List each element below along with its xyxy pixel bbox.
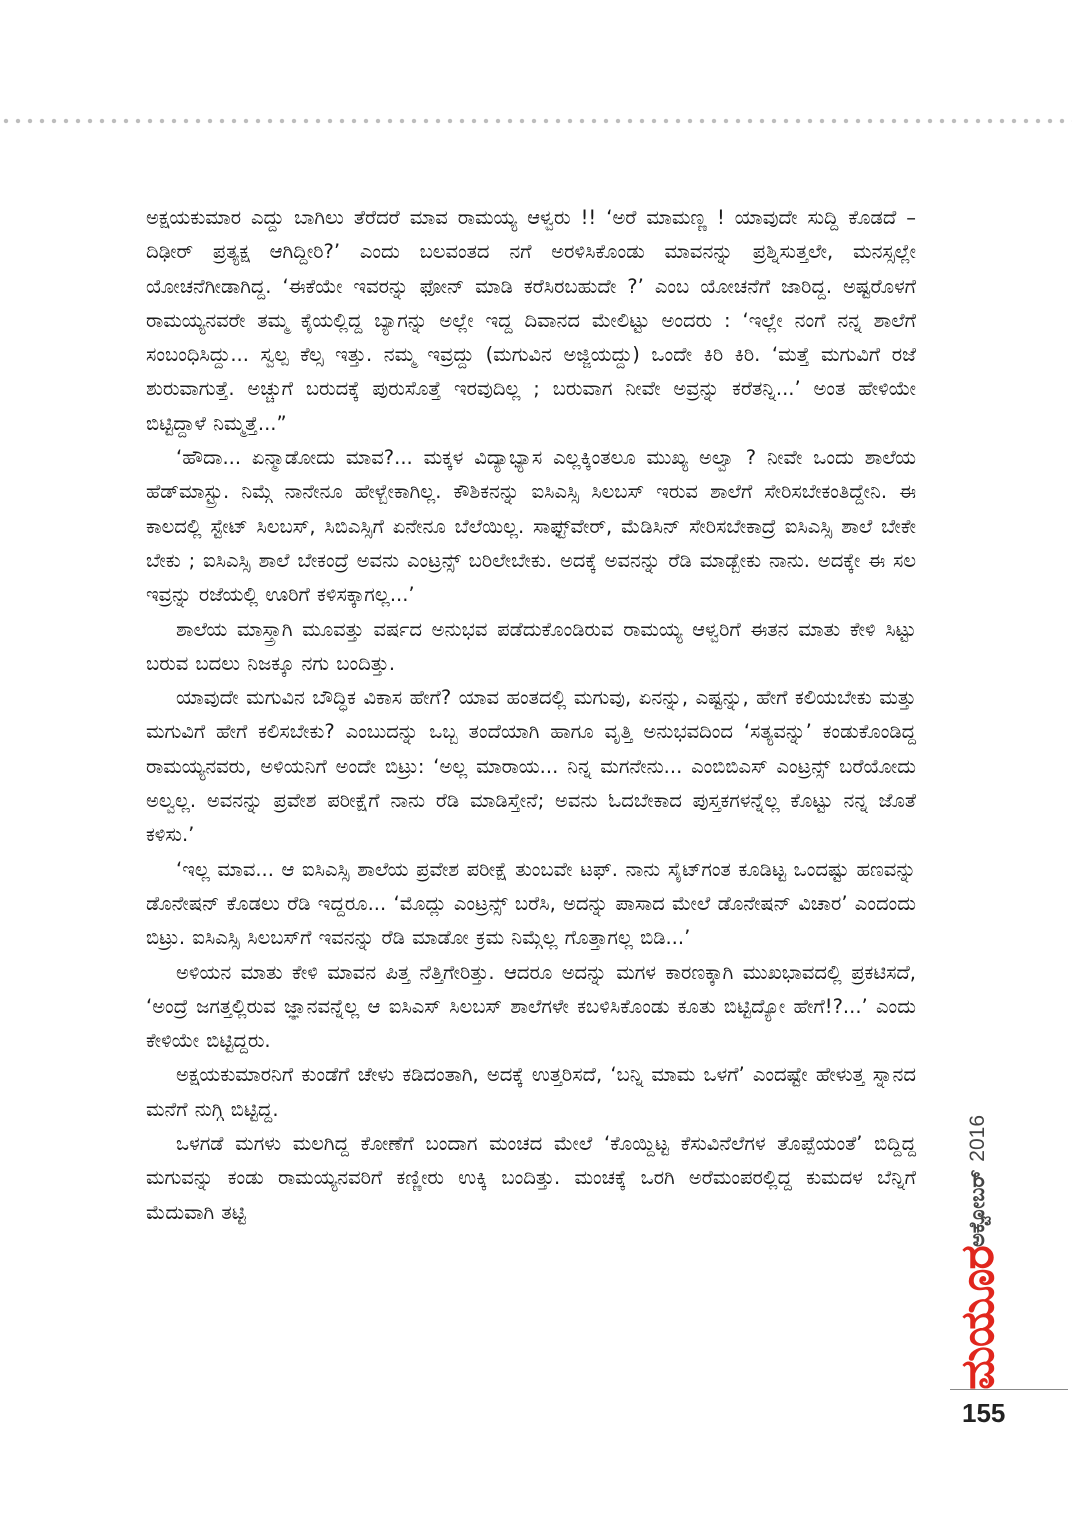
paragraph: ಒಳಗಡೆ ಮಗಳು ಮಲಗಿದ್ದ ಕೋಣೆಗೆ ಬಂದಾಗ ಮಂಚದ ಮೇಲೆ ‘ಕೊಯ್ದಿಟ್ಟ ಕೆಸುವಿನೆಲೆಗಳ ತೊಪ್ಪೆಯಂತೆ’ ಬಿದ್ದಿದ್ದ ಮಗುವನ್ನು ಕಂಡು ರಾಮಯ್ಯನವರಿಗೆ ಕಣ್ಣೀರು ಉಕ್ಕಿ ಬಂದಿತ್ತು. ಮಂಚಕ್ಕೆ ಒರಗಿ ಅರೆಮಂಪರಲ್ಲಿದ್ದ ಕುಮದಳ ಬೆನ್ನಿಗೆ ಮೆದುವಾಗಿ ತಟ್ಟಿ (146, 1132, 916, 1224)
paragraph: ಶಾಲೆಯ ಮಾಸ್ತ್ರಾಗಿ ಮೂವತ್ತು ವರ್ಷದ ಅನುಭವ ಪಡೆದುಕೊಂಡಿರುವ ರಾಮಯ್ಯ ಆಳ್ವರಿಗೆ ಈತನ ಮಾತು ಕೇಳಿ ಸಿಟ್ಟು ಬರುವ ಬದಲು ನಿಜಕ್ಕೂ ನಗು ಬಂದಿತ್ತು. (146, 617, 916, 675)
dotted-divider (0, 118, 1072, 124)
issue-month: ಅಕ್ಟೋಬರ್ (966, 1169, 989, 1247)
article-body (146, 201, 916, 1230)
issue-year: 2016 (966, 1115, 989, 1162)
paragraph: ಅಕ್ಷಯಕುಮಾರನಿಗೆ ಕುಂಡೆಗೆ ಚೇಳು ಕಡಿದಂತಾಗಿ, ಅದಕ್ಕೆ ಉತ್ತರಿಸದೆ, ‘ಬನ್ನಿ ಮಾಮ ಒಳಗೆ’ ಎಂದಷ್ಟೇ ಹೇಳುತ್ತ ಸ್ನಾನದ ಮನೆಗೆ ನುಗ್ಗಿ ಬಿಟ್ಟಿದ್ದ. (146, 1063, 916, 1121)
paragraph: ‘ಇಲ್ಲ ಮಾವ... ಆ ಐಸಿಎಸ್ಸಿ ಶಾಲೆಯ ಪ್ರವೇಶ ಪರೀಕ್ಷೆ ತುಂಬವೇ ಟಫ್. ನಾನು ಸೈಟ್‌ಗಂತ ಕೂಡಿಟ್ಟ ಒಂದಷ್ಟು ಹಣವನ್ನು ಡೊನೇಷನ್ ಕೊಡಲು ರೆಡಿ ಇದ್ದರೂ... ‘ಮೊದ್ಲು ಎಂಟ್ರನ್ಸ್ ಬರೆಸಿ, ಅದನ್ನು ಪಾಸಾದ ಮೇಲೆ ಡೊನೇಷನ್ ವಿಚಾರ’ ಎಂದಂದು ಬಿಟ್ರು. ಐಸಿಎಸ್ಸಿ ಸಿಲಬಸ್‌ಗೆ ಇವನನ್ನು ರೆಡಿ ಮಾಡೋ ಕ್ರಮ ನಿಮ್ಗೆಲ್ಲ ಗೊತ್ತಾಗಲ್ಲ ಬಿಡಿ...’ (146, 857, 916, 950)
paragraph: ‘ಹೌದಾ... ಏನ್ಮಾಡೋದು ಮಾವ?... ಮಕ್ಕಳ ವಿದ್ಯಾಭ್ಯಾಸ ಎಲ್ಲಕ್ಕಿಂತಲೂ ಮುಖ್ಯ ಅಲ್ವಾ ? ನೀವೇ ಒಂದು ಶಾಲೆಯ ಹೆಡ್‌ಮಾಸ್ಟ್ರು. ನಿಮ್ಗೆ ನಾನೇನೂ ಹೇಳ್ಬೇಕಾಗಿಲ್ಲ. ಕೌಶಿಕನನ್ನು ಐಸಿಎಸ್ಸಿ ಸಿಲಬಸ್ ಇರುವ ಶಾಲೆಗೆ ಸೇರಿಸಬೇಕಂತಿದ್ದೇನಿ. ಈ ಕಾಲದಲ್ಲಿ ಸ್ಟೇಟ್ ಸಿಲಬಸ್, ಸಿಬಿಎಸ್ಸಿಗೆ ಏನೇನೂ ಬೆಲೆಯಿಲ್ಲ. ಸಾಫ್ಟ್‌ವೇರ್, ಮೆಡಿಸಿನ್ ಸೇರಿಸಬೇಕಾದ್ರೆ ಐಸಿಎಸ್ಸಿ ಶಾಲೆ ಬೇಕೇ ಬೇಕು ; ಐಸಿಎಸ್ಸಿ ಶಾಲೆ ಬೇಕಂದ್ರೆ ಅವನು ಎಂಟ್ರನ್ಸ್ ಬರಿಲೇಬೇಕು. ಅದಕ್ಕೆ ಅವನನ್ನು ರೆಡಿ ಮಾಡ್ಬೇಕು ನಾನು. ಅದಕ್ಕೇ ಈ ಸಲ ಇವ್ರನ್ನು ರಜೆಯಲ್ಲಿ ಊರಿಗೆ ಕಳಿಸಕ್ಕಾಗಲ್ಲ...’ (146, 446, 916, 607)
paragraph: ಅಕ್ಷಯಕುಮಾರ ಎದ್ದು ಬಾಗಿಲು ತೆರೆದರೆ ಮಾವ ರಾಮಯ್ಯ ಆಳ್ವರು !! ‘ಅರೆ ಮಾಮಣ್ಣ ! ಯಾವುದೇ ಸುದ್ದಿ ಕೊಡದೆ – ದಿಢೀರ್ ಪ್ರತ್ಯಕ್ಷ ಆಗಿದ್ದೀರಿ?’ ಎಂದು ಬಲವಂತದ ನಗೆ ಅರಳಿಸಿಕೊಂಡು ಮಾವನನ್ನು ಪ್ರಶ್ನಿಸುತ್ತಲೇ, ಮನಸ್ಸಲ್ಲೇ ಯೋಚನೆಗೀಡಾಗಿದ್ದ. ‘ಈಕೆಯೇ ಇವರನ್ನು ಫೋನ್ ಮಾಡಿ ಕರೆಸಿರಬಹುದೇ ?’ ಎಂಬ ಯೋಚನೆಗೆ ಜಾರಿದ್ದ. ಅಷ್ಟರೊಳಗೆ ರಾಮಯ್ಯನವರೇ ತಮ್ಮ ಕೈಯಲ್ಲಿದ್ದ ಬ್ಯಾಗನ್ನು ಅಲ್ಲೇ ಇದ್ದ ದಿವಾನದ ಮೇಲಿಟ್ಟು ಅಂದರು : ‘ಇಲ್ಲೇ ನಂಗೆ ನನ್ನ ಶಾಲೆಗೆ ಸಂಬಂಧಿಸಿದ್ದು... ಸ್ವಲ್ಪ ಕೆಲ್ಸ ಇತ್ತು. ನಮ್ಮ ಇವ್ರದ್ದು (ಮಗುವಿನ ಅಜ್ಜಿಯದ್ದು) ಒಂದೇ ಕಿರಿ ಕಿರಿ. ‘ಮತ್ತೆ ಮಗುವಿಗೆ ರಜೆ ಶುರುವಾಗುತ್ತೆ. ಅಚ್ಚುಗೆ ಬರುದಕ್ಕೆ ಪುರುಸೊತ್ತೆ ಇರವುದಿಲ್ಲ ; ಬರುವಾಗ ನೀವೇ ಅವ್ರನ್ನು ಕರೆತನ್ನಿ...’ ಅಂತ ಹೇಳಿಯೇ ಬಿಟ್ಟಿದ್ದಾಳೆ ನಿಮ್ಮತ್ತೆ...” (146, 206, 916, 435)
magazine-masthead: ಮಯೂರ (950, 1246, 1004, 1390)
paragraph: ಯಾವುದೇ ಮಗುವಿನ ಬೌದ್ಧಿಕ ವಿಕಾಸ ಹೇಗೆ? ಯಾವ ಹಂತದಲ್ಲಿ ಮಗುವು, ಏನನ್ನು, ಎಷ್ಟನ್ನು, ಹೇಗೆ ಕಲಿಯಬೇಕು ಮತ್ತು ಮಗುವಿಗೆ ಹೇಗೆ ಕಲಿಸಬೇಕು? ಎಂಬುದನ್ನು ಒಬ್ಬ ತಂದೆಯಾಗಿ ಹಾಗೂ ವೃತ್ತಿ ಅನುಭವದಿಂದ ‘ಸತ್ಯವನ್ನು’ ಕಂಡುಕೊಂಡಿದ್ದ ರಾಮಯ್ಯನವರು, ಅಳಿಯನಿಗೆ ಅಂದೇ ಬಿಟ್ರು: ‘ಅಲ್ಲ ಮಾರಾಯ... ನಿನ್ನ ಮಗನೇನು... ಎಂಬಿಬಿಎಸ್ ಎಂಟ್ರನ್ಸ್ ಬರೆಯೋದು ಅಲ್ವಲ್ಲ. ಅವನನ್ನು ಪ್ರವೇಶ ಪರೀಕ್ಷೆಗೆ ನಾನು ರೆಡಿ ಮಾಡಿಸ್ತೇನೆ; ಅವನು ಓದಬೇಕಾದ ಪುಸ್ತಕಗಳನ್ನೆಲ್ಲ ಕೊಟ್ಟು ನನ್ನ ಜೊತೆ ಕಳಿಸು.’ (146, 686, 916, 847)
page-number: 155 (962, 1398, 1006, 1428)
footer-rule (950, 1389, 1068, 1390)
paragraph: ಅಳಿಯನ ಮಾತು ಕೇಳಿ ಮಾವನ ಪಿತ್ತ ನೆತ್ತಿಗೇರಿತ್ತು. ಆದರೂ ಅದನ್ನು ಮಗಳ ಕಾರಣಕ್ಕಾಗಿ ಮುಖಭಾವದಲ್ಲಿ ಪ್ರಕಟಿಸದೆ, ‘ಅಂದ್ರೆ ಜಗತ್ತಲ್ಲಿರುವ ಜ್ಞಾನವನ್ನೆಲ್ಲ ಆ ಐಸಿಎಸ್ ಸಿಲಬಸ್ ಶಾಲೆಗಳೇ ಕಬಳಿಸಿಕೊಂಡು ಕೂತು ಬಿಟ್ಟಿದ್ಯೋ ಹೇಗೆ!?...’ ಎಂದು ಕೇಳಿಯೇ ಬಿಟ್ಟಿದ್ದರು. (146, 960, 916, 1053)
